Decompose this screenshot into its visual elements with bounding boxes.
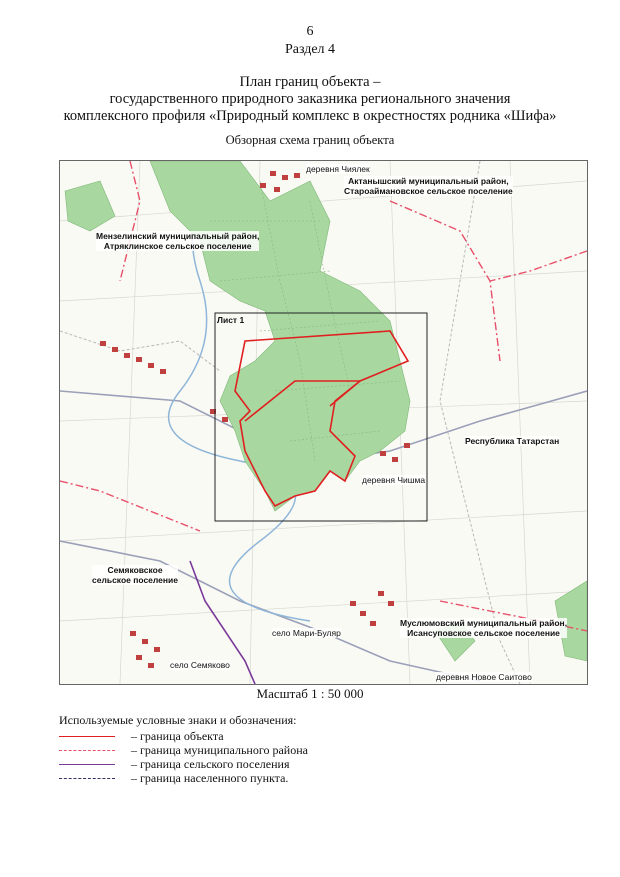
legend-item-settlement-boundary: – граница населенного пункта.: [59, 771, 459, 785]
label-semyakovo-settlement: Семяковское сельское поселение: [92, 565, 179, 585]
label-republic-tatarstan: Республика Татарстан: [465, 436, 560, 446]
label-village-chiyalek: деревня Чиялек: [306, 164, 370, 174]
legend-swatch-rural: [59, 764, 115, 765]
legend-item-object-boundary: – граница объекта: [59, 729, 459, 743]
label-menzelinsk-district: Мензелинский муниципальный район, Атряклинское сельское поселение: [96, 231, 260, 251]
overview-map: [59, 160, 588, 685]
label-village-novoe-saitovo: деревня Новое Саитово: [436, 672, 532, 682]
document-title: [40, 74, 580, 125]
map-subtitle: Обзорная схема границ объекта: [225, 133, 395, 147]
label-muslyumovo-district: Муслюмовский муниципальный район, Исансуповское сельское поселение: [400, 618, 568, 638]
title-line-1: План границ объекта –: [239, 74, 381, 90]
municipal-boundary: [120, 161, 140, 281]
forest-area: [150, 161, 410, 511]
label-village-semyakovo: село Семяково: [170, 660, 230, 670]
title-line-2: государственного природного заказника регионального значения: [109, 91, 511, 107]
legend-title: Используемые условные знаки и обозначения:: [59, 713, 297, 727]
map-scale: Масштаб 1 : 50 000: [256, 686, 364, 701]
label-village-mari-bulyar: село Мари-Буляр: [272, 628, 341, 638]
legend-item-rural-boundary: – граница сельского поселения: [59, 757, 459, 771]
legend-item-municipal-boundary: – граница муниципального района: [59, 743, 459, 757]
section-heading: Раздел 4: [284, 42, 336, 57]
label-sheet-1: Лист 1: [217, 315, 245, 325]
label-village-chishma: деревня Чишма: [362, 475, 426, 485]
legend: [59, 729, 459, 785]
legend-swatch-object: [59, 736, 115, 737]
title-line-3: комплексного профиля «Природный комплекс в окрестностях родника «Шифа»: [63, 108, 557, 124]
legend-swatch-settlement: [59, 778, 115, 779]
legend-swatch-municipal: [59, 750, 115, 751]
page-number: 6: [306, 24, 314, 39]
label-aktanysh-district: Актанышский муниципальный район, Староаймановское сельское поселение: [344, 176, 513, 196]
